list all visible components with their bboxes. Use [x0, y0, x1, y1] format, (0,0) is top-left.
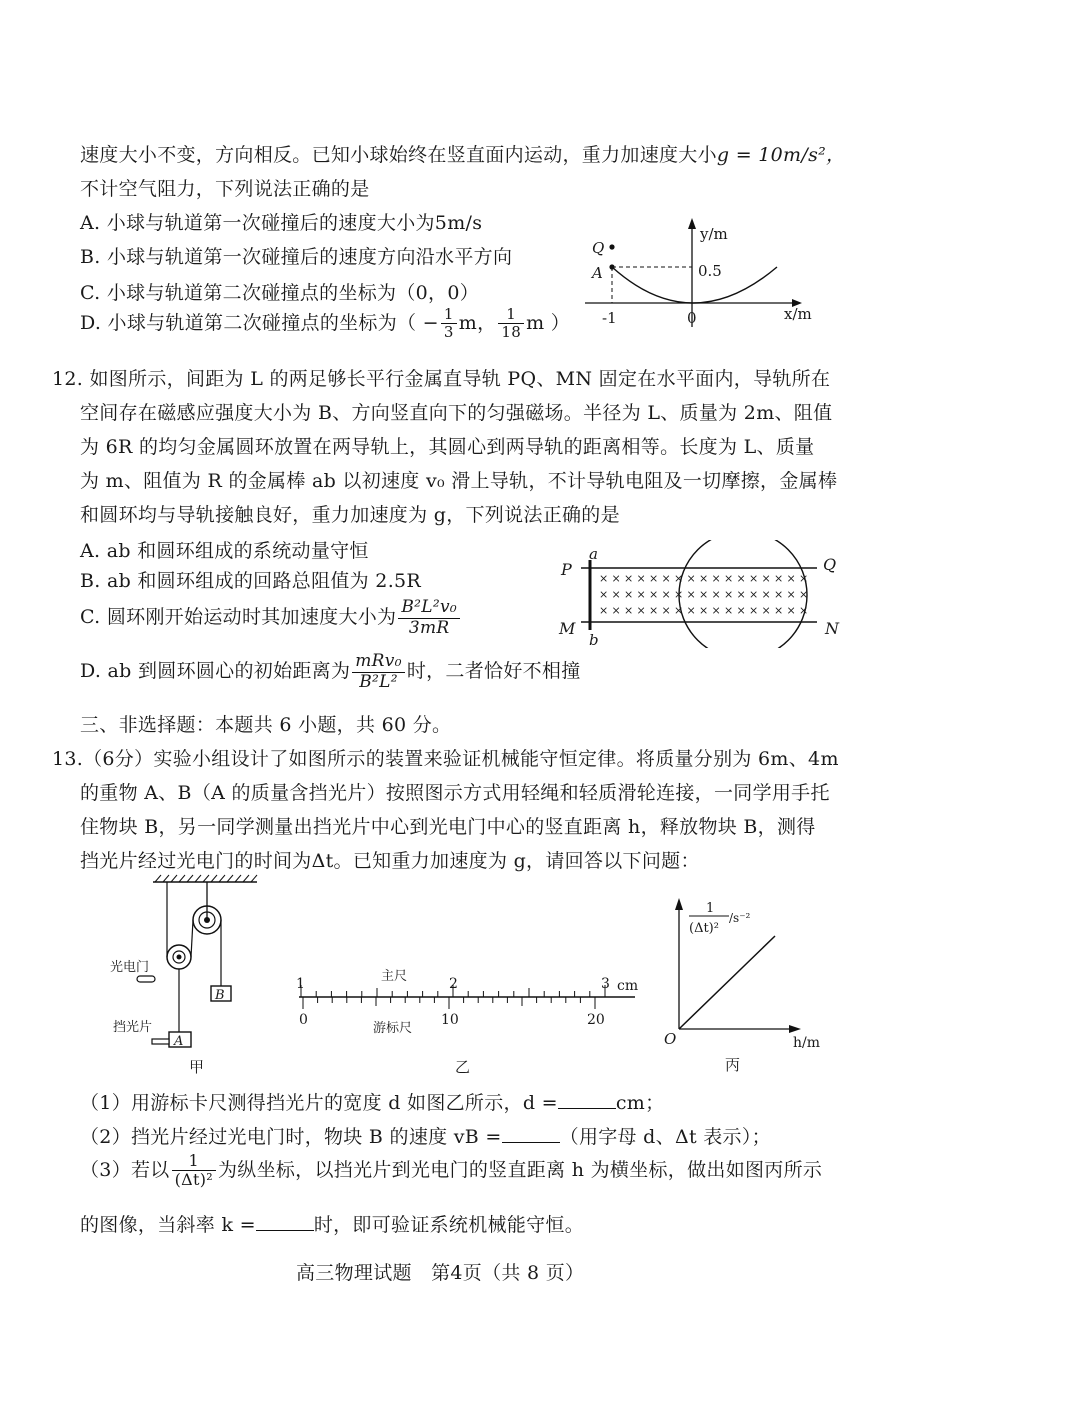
photogate	[137, 976, 155, 982]
q12-line5: 和圆环均与导轨接触良好，重力加速度为 g，下列说法正确的是	[80, 504, 620, 526]
q12-line2: 空间存在磁感应强度大小为 B、方向竖直向下的匀强磁场。半径为 L、质量为 2m、阻值	[80, 402, 833, 424]
field-cross: ×	[786, 604, 796, 617]
field-cross: ×	[724, 588, 734, 601]
q12-line1: 12. 如图所示，间距为 L 的两足够长平行金属直导轨 PQ、MN 固定在水平面内，导轨所在	[52, 368, 831, 390]
q13-part2: （2）挡光片经过光电门时，物块 B 的速度 vB = （用字母 d、Δt 表示）；	[80, 1126, 771, 1148]
page-footer: 高三物理试题 第4页（共 8 页）	[296, 1262, 585, 1284]
field-cross: ×	[599, 604, 609, 617]
field-cross: ×	[799, 588, 809, 601]
label-m: M	[559, 619, 576, 638]
field-cross: ×	[749, 572, 759, 585]
field-cross: ×	[661, 572, 671, 585]
q11-option-c: C. 小球与轨道第二次碰撞点的坐标为（0，0）	[80, 282, 480, 304]
shutter-plate	[152, 1039, 169, 1044]
q13-figure-yi-vernier	[285, 960, 655, 1080]
q13-line1: 13.（6分）实验小组设计了如图所示的装置来验证机械能守恒定律。将质量分别为 6m、4m	[52, 748, 839, 770]
field-cross: ×	[649, 572, 659, 585]
field-cross: ×	[736, 588, 746, 601]
field-cross: ×	[774, 572, 784, 585]
answer-blank-k[interactable]	[256, 1212, 314, 1231]
q11-trajectory-graph	[580, 215, 820, 330]
x-axis-label: x/m	[784, 305, 812, 323]
field-cross: ×	[786, 572, 796, 585]
field-cross: ×	[674, 588, 684, 601]
main-mark-3: 3	[601, 976, 610, 992]
q12-option-c: C. 圆环刚开始运动时其加速度大小为 $\frac{\text{B²L²v₀}}{3mR}$	[80, 598, 462, 638]
label-p: P	[561, 560, 572, 579]
field-cross: ×	[661, 604, 671, 617]
field-cross: ×	[686, 604, 696, 617]
field-cross: ×	[711, 588, 721, 601]
section3-heading: 三、非选择题：本题共 6 小题，共 60 分。	[80, 714, 452, 736]
y-axis-label: y/m	[700, 225, 728, 243]
label-q-rail: Q	[823, 555, 837, 574]
origin-label: O	[664, 1030, 677, 1048]
main-scale-ticks	[301, 985, 605, 997]
vernier-mark-20: 20	[587, 1012, 605, 1028]
q13-line4: 挡光片经过光电门的时间为Δt。已知重力加速度为 g，请回答以下问题：	[80, 850, 700, 872]
q11-option-b: B. 小球与轨道第一次碰撞后的速度方向沿水平方向	[80, 246, 513, 268]
field-cross: ×	[736, 604, 746, 617]
field-cross: ×	[611, 604, 621, 617]
main-scale-label: 主尺	[381, 969, 408, 984]
label-b-rod: b	[589, 631, 599, 648]
q12-option-b: B. ab 和圆环组成的回路总阻值为 2.5R	[80, 570, 422, 592]
main-mark-1: 1	[296, 976, 305, 992]
q12-rail-ring-figure	[555, 540, 855, 648]
caption-bing: 丙	[725, 1056, 741, 1074]
field-cross: ×	[611, 572, 621, 585]
field-cross: ×	[699, 604, 709, 617]
y-label-numerator: 1	[706, 901, 715, 916]
y-label-unit: /s⁻²	[729, 911, 751, 925]
field-cross: ×	[599, 588, 609, 601]
q13-line3: 住物块 B，另一同学测量出挡光片中心到光电门中心的竖直距离 h，释放物块 B，测得	[80, 816, 816, 838]
q13-figure-bing-graph	[655, 892, 835, 1077]
caption-jia: 甲	[189, 1058, 205, 1076]
field-cross: ×	[636, 588, 646, 601]
field-cross: ×	[599, 572, 609, 585]
field-cross: ×	[699, 572, 709, 585]
block-a-label: A	[174, 1034, 184, 1049]
q13-part3-cont: 的图像，当斜率 k = 时，即可验证系统机械能守恒。	[80, 1214, 585, 1236]
field-cross: ×	[674, 572, 684, 585]
caption-yi: 乙	[455, 1058, 471, 1076]
q11-option-d: D. 小球与轨道第二次碰撞点的坐标为（ − $\frac{1}{3}$ m， $\frac{1}{18}$ m ）	[80, 305, 571, 342]
point-a-marker	[609, 264, 614, 269]
vernier-mark-10: 10	[441, 1012, 459, 1028]
q13-line2: 的重物 A、B（A 的质量含挡光片）按照图示方式用轻绳和轻质滑轮连接，一同学用手托	[80, 782, 830, 804]
block-b-label: B	[215, 988, 225, 1003]
unit-cm: cm	[617, 978, 639, 994]
field-cross: ×	[799, 572, 809, 585]
field-cross: ×	[761, 588, 771, 601]
field-cross: ×	[624, 588, 634, 601]
field-cross: ×	[649, 604, 659, 617]
vernier-scale-ticks	[303, 997, 595, 1009]
label-a-rod: a	[589, 545, 598, 563]
label-q: Q	[592, 239, 605, 257]
q11-stem-line2: 不计空气阻力，下列说法正确的是	[80, 178, 370, 200]
vernier-mark-0: 0	[299, 1012, 308, 1028]
field-cross: ×	[774, 588, 784, 601]
q11-option-a: A. 小球与轨道第一次碰撞后的速度大小为5m/s	[80, 212, 483, 234]
field-cross: ×	[624, 572, 634, 585]
y-tick-0.5: 0.5	[698, 262, 722, 280]
straight-line	[679, 936, 775, 1029]
field-cross: ×	[661, 588, 671, 601]
label-a: A	[592, 264, 603, 282]
field-cross: ×	[724, 572, 734, 585]
field-cross: ×	[636, 572, 646, 585]
field-cross: ×	[636, 604, 646, 617]
field-cross: ×	[686, 588, 696, 601]
q13-part1: （1）用游标卡尺测得挡光片的宽度 d 如图乙所示，d = cm；	[80, 1092, 665, 1114]
q13-part3: （3）若以 $\frac{1}{\text{(Δt)²}}$ 为纵坐标，以挡光片到光电门的竖直距离 h 为横坐标，做出如图丙所示	[80, 1151, 823, 1190]
field-cross: ×	[761, 572, 771, 585]
y-label-denominator: (Δt)²	[689, 921, 719, 936]
answer-blank-vb[interactable]	[502, 1124, 560, 1143]
field-cross: ×	[749, 604, 759, 617]
field-cross: ×	[799, 604, 809, 617]
field-cross: ×	[736, 572, 746, 585]
field-cross: ×	[711, 572, 721, 585]
label-n: N	[825, 619, 839, 638]
field-cross: ×	[624, 604, 634, 617]
q12-line3: 为 6R 的均匀金属圆环放置在两导轨上，其圆心到两导轨的距离相等。长度为 L、质量	[80, 436, 815, 458]
x-tick-neg1: -1	[602, 309, 617, 327]
q12-option-d: D. ab 到圆环圆心的初始距离为 $\frac{\text{mRv₀}}{\text{B²L²}}$ 时，二者恰好不相撞	[80, 651, 581, 692]
field-cross: ×	[674, 604, 684, 617]
q11-stem-line1: 速度大小不变，方向相反。已知小球始终在竖直面内运动，重力加速度大小g = 10m/s²，	[80, 144, 846, 166]
main-mark-2: 2	[449, 976, 458, 992]
field-cross: ×	[686, 572, 696, 585]
vernier-label: 游标尺	[373, 1021, 413, 1036]
q12-line4: 为 m、阻值为 R 的金属棒 ab 以初速度 v₀ 滑上导轨，不计导轨电阻及一切摩擦，金属棒	[80, 470, 838, 492]
point-q-marker	[609, 244, 614, 249]
x-tick-0: 0	[687, 309, 697, 327]
shutter-label: 挡光片	[113, 1020, 153, 1035]
field-cross: ×	[649, 588, 659, 601]
magnetic-field-crosses	[599, 572, 808, 617]
field-cross: ×	[724, 604, 734, 617]
photogate-label: 光电门	[110, 960, 150, 975]
q12-option-a: A. ab 和圆环组成的系统动量守恒	[80, 540, 369, 562]
field-cross: ×	[786, 588, 796, 601]
field-cross: ×	[611, 588, 621, 601]
field-cross: ×	[774, 604, 784, 617]
field-cross: ×	[711, 604, 721, 617]
x-label-h: h/m	[793, 1035, 821, 1051]
field-cross: ×	[761, 604, 771, 617]
answer-blank-d[interactable]	[558, 1090, 616, 1109]
q13-figure-jia-pulleys	[105, 872, 275, 1077]
field-cross: ×	[699, 588, 709, 601]
field-cross: ×	[749, 588, 759, 601]
